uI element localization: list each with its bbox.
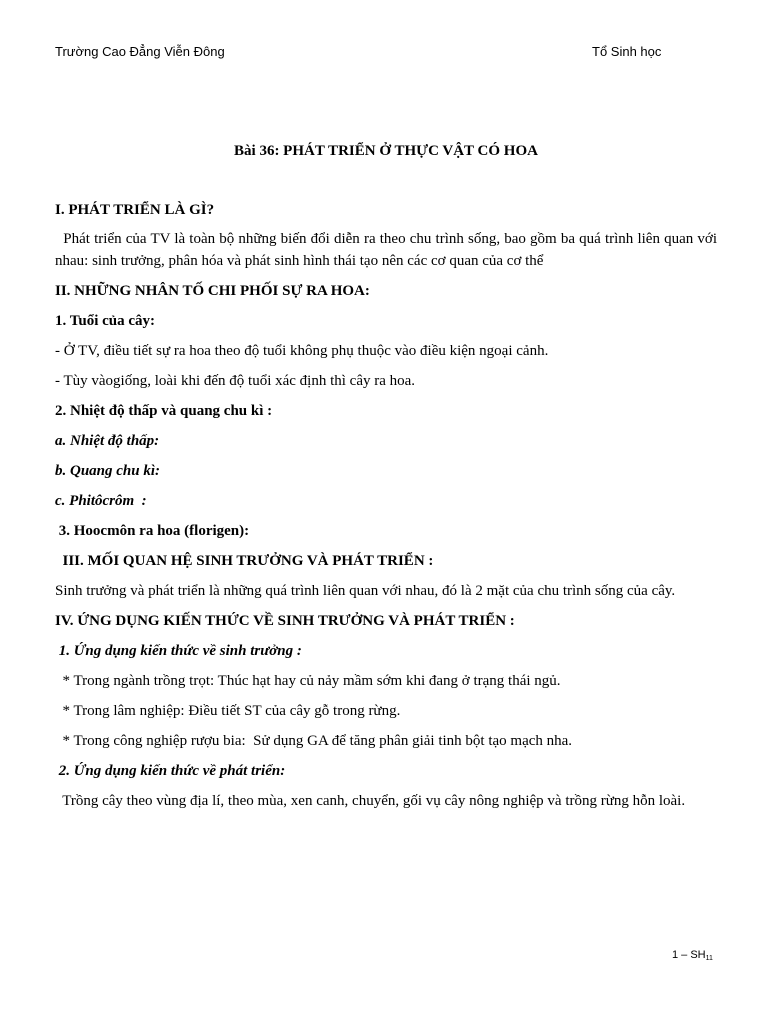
section-2-2-heading: 2. Nhiệt độ thấp và quang chu kì : — [55, 403, 273, 419]
section-2-1-line-2: - Tùy vàogiống, loài khi đến độ tuổi xác định thì cây ra hoa. — [55, 373, 416, 389]
page-number-subscript: 11 — [705, 955, 713, 962]
section-4-1-heading: 1. Ứng dụng kiến thức về sinh trưởng : — [55, 643, 302, 659]
section-4-heading: IV. ỨNG DỤNG KIẾN THỨC VỀ SINH TRƯỞNG VÀ PHÁT TRIỂN : — [55, 613, 515, 629]
section-2-1-heading: 1. Tuổi của cây: — [55, 313, 156, 329]
section-4-2-text: Trồng cây theo vùng địa lí, theo mùa, xen canh, chuyển, gối vụ cây nông nghiệp và trồng rừng hỗn loài. — [55, 793, 686, 809]
section-2-2-b: b. Quang chu kì: — [55, 463, 161, 479]
section-2-heading: II. NHỮNG NHÂN TỐ CHI PHỐI SỰ RA HOA: — [55, 283, 370, 299]
section-4-1-line-3: * Trong công nghiệp rượu bia: Sử dụng GA để tăng phân giải tinh bột tạo mạch nha. — [55, 733, 573, 749]
header-school-name: Trường Cao Đẳng Viễn Đông — [55, 44, 225, 59]
page-number: 1 – SH — [672, 949, 706, 961]
section-1-heading: I. PHÁT TRIỂN LÀ GÌ? — [55, 202, 215, 218]
section-1-text: Phát triển của TV là toàn bộ những biến đổi diễn ra theo chu trình sống, bao gồm ba quá trình liên quan với nhau: sinh trưởng, phân hóa và phát sinh hình thái tạo nên các cơ quan của cơ thể — [55, 231, 721, 269]
section-2-1-line-1: - Ở TV, điều tiết sự ra hoa theo độ tuổi không phụ thuộc vào điều kiện ngoại cảnh. — [55, 343, 549, 359]
header-department: Tổ Sinh học — [592, 44, 662, 59]
section-4-2-heading: 2. Ứng dụng kiến thức về phát triển: — [55, 763, 286, 779]
lesson-title: Bài 36: PHÁT TRIỂN Ở THỰC VẬT CÓ HOA — [234, 143, 538, 159]
section-4-1-line-1: * Trong ngành trồng trọt: Thúc hạt hay củ nảy mầm sớm khi đang ở trạng thái ngủ. — [55, 673, 561, 689]
section-3-text: Sinh trưởng và phát triển là những quá trình liên quan với nhau, đó là 2 mặt của chu trình sống của cây. — [55, 583, 676, 599]
section-2-3-heading: 3. Hoocmôn ra hoa (florigen): — [55, 523, 250, 539]
section-4-1-line-2: * Trong lâm nghiệp: Điều tiết ST của cây gỗ trong rừng. — [55, 703, 401, 719]
section-2-2-a: a. Nhiệt độ thấp: — [55, 433, 160, 449]
section-3-heading: III. MỐI QUAN HỆ SINH TRƯỞNG VÀ PHÁT TRIỂN : — [55, 553, 434, 569]
section-2-2-c: c. Phitôcrôm : — [55, 493, 147, 509]
page-footer — [672, 949, 713, 962]
document-body — [55, 140, 721, 812]
